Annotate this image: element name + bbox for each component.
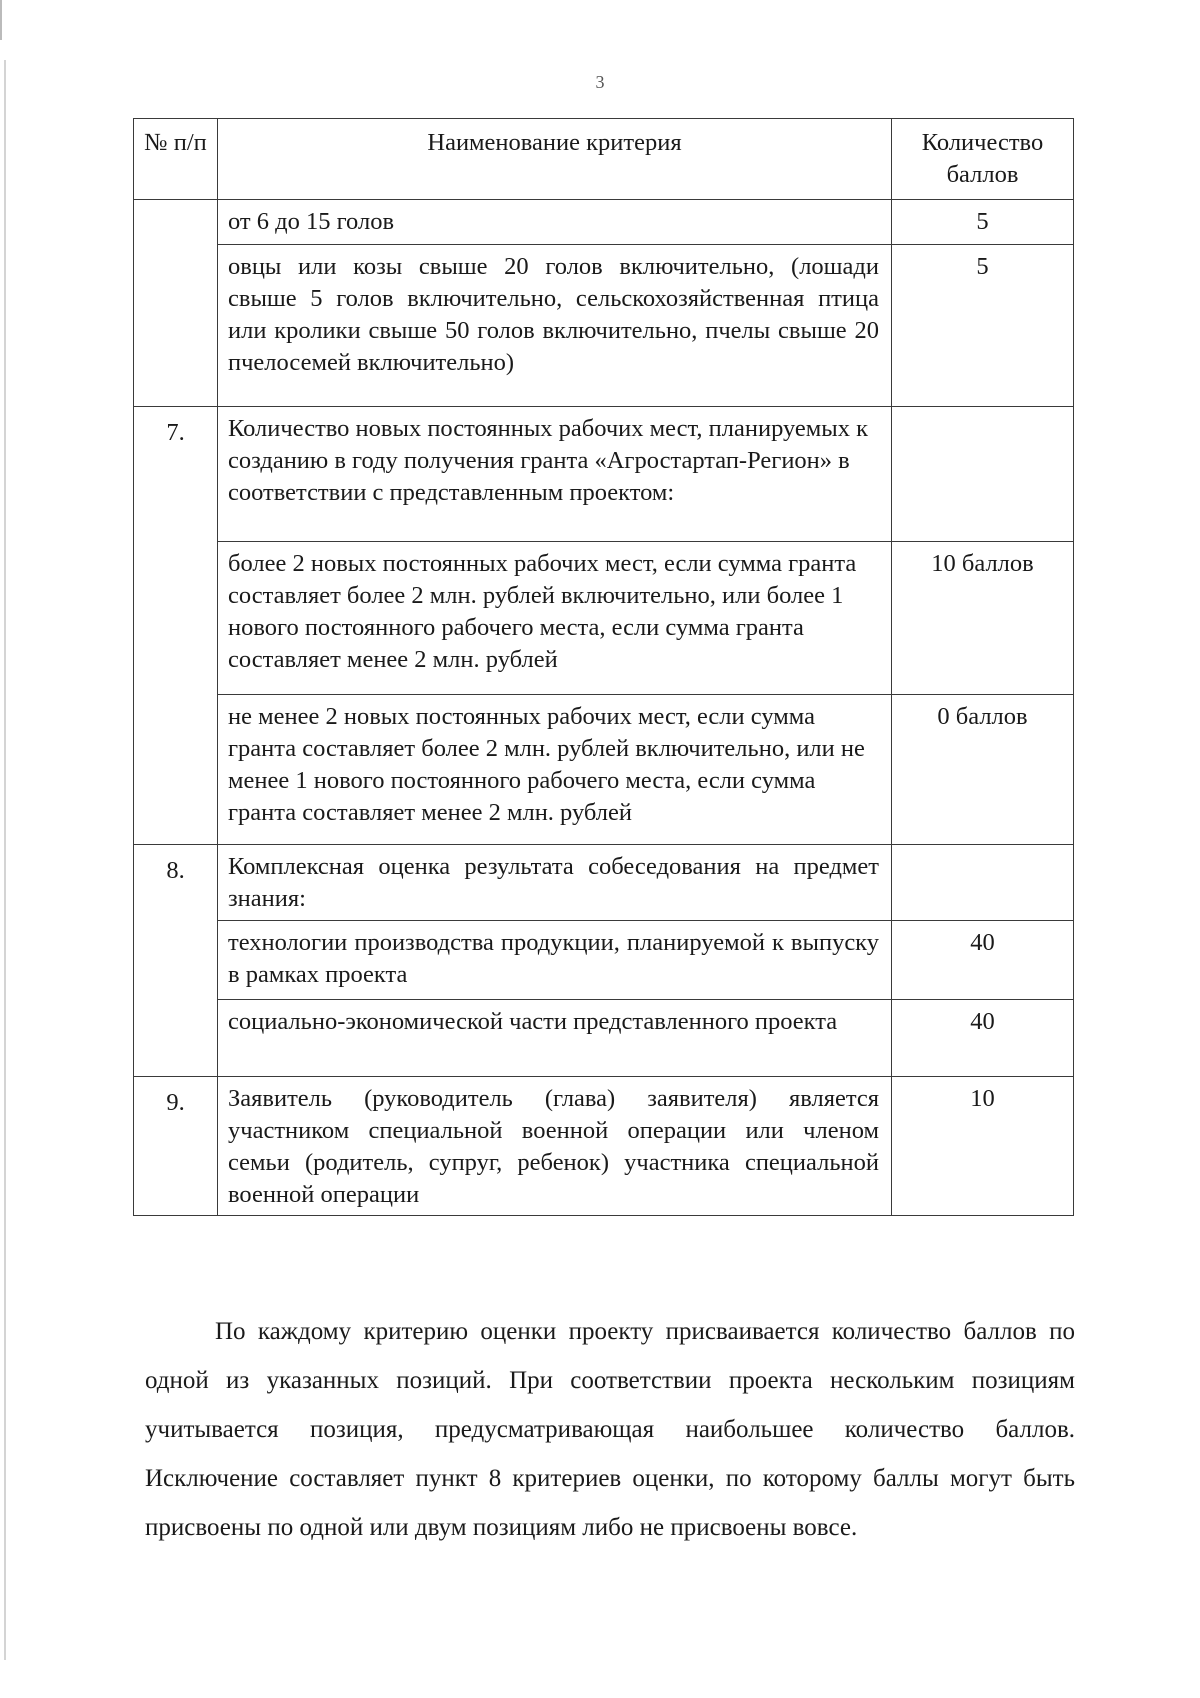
criterion-text: овцы или козы свыше 20 голов включительно, (лошади свыше 5 голов включительно, сельскохозяйственная птица или кролики свыше 50 голов включительно, пчелы свыше 20 пчелосемей включительно) (218, 245, 892, 407)
table-row (134, 542, 1074, 695)
table-row (134, 845, 1074, 921)
score-cell: 10 баллов (892, 542, 1074, 695)
row-num-cell: 8. (134, 845, 218, 1077)
row-num-cell (134, 200, 218, 407)
criterion-text: Заявитель (руководитель (глава) заявителя) является участником специальной военной операции или членом семьи (родитель, супруг, ребенок) участника специальной военной операции (218, 1077, 892, 1216)
header-name: Наименование критерия (218, 119, 892, 200)
row-num-cell: 7. (134, 407, 218, 845)
page-number: 3 (595, 72, 605, 92)
table-header-row (134, 119, 1074, 200)
table-row (134, 695, 1074, 845)
criterion-text: Комплексная оценка результата собеседования на предмет знания: (218, 845, 892, 921)
criterion-text: технологии производства продукции, планируемой к выпуску в рамках проекта (218, 921, 892, 1000)
score-cell: 0 баллов (892, 695, 1074, 845)
scoring-rules-paragraph: По каждому критерию оценки проекту присваивается количество баллов по одной из указанных позиций. При соответствии проекта нескольким позициям учитывается позиция, предусматривающая наибольшее количество баллов. Исключение составляет пункт 8 критериев оценки, по которому баллы могут быть присвоены по одной или двум позициям либо не присвоены вовсе. (145, 1318, 1075, 1541)
score-cell: 5 (892, 245, 1074, 407)
header-score: Количество баллов (892, 119, 1074, 200)
scan-edge-line (4, 60, 6, 1660)
table-row (134, 921, 1074, 1000)
score-cell (892, 407, 1074, 542)
criterion-text: не менее 2 новых постоянных рабочих мест, если сумма гранта составляет более 2 млн. рублей включительно, или не менее 1 нового постоянного рабочего места, если сумма гранта составляет менее 2 млн. рублей (218, 695, 892, 845)
table-row (134, 200, 1074, 245)
table-row (134, 1000, 1074, 1077)
criterion-text: более 2 новых постоянных рабочих мест, если сумма гранта составляет более 2 млн. рублей включительно, или более 1 нового постоянного рабочего места, если сумма гранта составляет менее 2 млн. рублей (218, 542, 892, 695)
score-cell (892, 845, 1074, 921)
score-cell: 10 (892, 1077, 1074, 1216)
criterion-text: социально-экономической части представленного проекта (218, 1000, 892, 1077)
header-num: № п/п (134, 119, 218, 200)
scan-edge-mark (0, 0, 2, 40)
table-row (134, 245, 1074, 407)
criterion-text: Количество новых постоянных рабочих мест, планируемых к созданию в году получения гранта «Агростартап-Регион» в соответствии с представленным проектом: (218, 407, 892, 542)
table-row (134, 1077, 1074, 1216)
table-row (134, 407, 1074, 542)
score-cell: 40 (892, 921, 1074, 1000)
criteria-table (133, 118, 1074, 1216)
row-num-cell: 9. (134, 1077, 218, 1216)
score-cell: 5 (892, 200, 1074, 245)
score-cell: 40 (892, 1000, 1074, 1077)
criterion-text: от 6 до 15 голов (218, 200, 892, 245)
